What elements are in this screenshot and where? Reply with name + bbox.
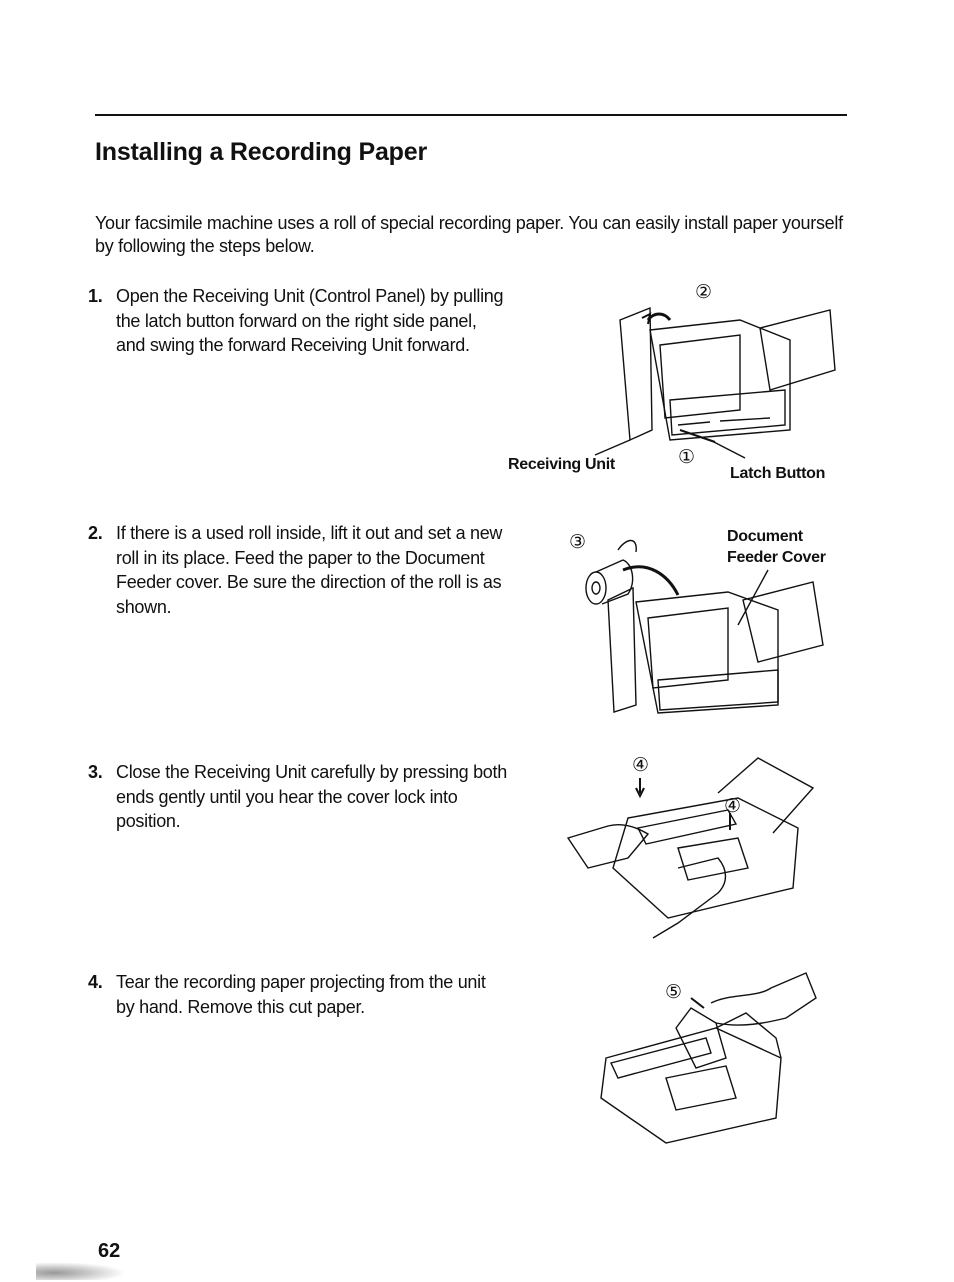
label-latch-button: Latch Button: [730, 465, 826, 482]
top-rule: [95, 114, 847, 116]
step-4: [88, 970, 508, 1019]
callout-4b: ④: [724, 796, 741, 817]
hand-icon: [711, 973, 816, 1025]
receiving-unit-panel-2: [608, 588, 636, 712]
control-panel-display: [638, 810, 736, 844]
figure-tear-paper: [596, 968, 826, 1143]
keypad-4: [666, 1066, 736, 1110]
callout-1: ①: [678, 447, 695, 468]
step-4-number: 4.: [88, 972, 103, 992]
scan-smudge: [36, 1262, 126, 1280]
step-4-text: Tear the recording paper projecting from the unit by hand. Remove this cut paper.: [116, 972, 486, 1017]
step-3-number: 3.: [88, 762, 103, 782]
step-3: [88, 760, 508, 834]
right-hand-icon: [653, 858, 726, 938]
callout-2: ②: [695, 282, 712, 303]
machine-body-3: [613, 798, 798, 918]
step-1: [88, 284, 508, 358]
page-title: Installing a Recording Paper: [95, 138, 427, 166]
label-feeder-cover: Feeder Cover: [727, 549, 826, 566]
label-document: Document: [727, 528, 803, 545]
figure-close-unit: [568, 755, 818, 948]
front-panel: [670, 390, 785, 435]
open-arrow-icon: [648, 314, 670, 320]
step-2: [88, 521, 508, 619]
callout-5: ⑤: [665, 982, 682, 1003]
cut-paper: [676, 1008, 726, 1068]
paper-path: [660, 335, 740, 418]
roll-path-arrow: [618, 541, 636, 553]
receiving-unit-panel: [620, 308, 652, 440]
left-hand-icon: [568, 825, 648, 868]
machine-body-4: [601, 1028, 781, 1143]
callout-3: ③: [569, 532, 586, 553]
document-tray: [760, 310, 835, 390]
page-number: 62: [98, 1240, 121, 1262]
step-3-text: Close the Receiving Unit carefully by pressing both ends gently until you hear the cover lock into position.: [116, 762, 507, 831]
intro-paragraph: Your facsimile machine uses a roll of special recording paper. You can easily install paper yourself by following the steps below.: [95, 213, 843, 256]
step-1-text: Open the Receiving Unit (Control Panel) by pulling the latch button forward on the right side panel, and swing the forward Receiving Unit forward.: [116, 286, 504, 355]
paper-tray-4: [716, 1013, 781, 1058]
step-2-text: If there is a used roll inside, lift it out and set a new roll in its place. Feed the paper to the Document Feeder cover. Be sure the direction of the roll is as shown.: [116, 523, 503, 617]
callout-4a: ④: [632, 755, 649, 776]
figure-receiving-unit-open: [590, 290, 850, 455]
step-2-number: 2.: [88, 523, 103, 543]
label-receiving-unit: Receiving Unit: [508, 456, 615, 473]
paper-roll-icon: [586, 572, 606, 604]
step-1-number: 1.: [88, 286, 103, 306]
